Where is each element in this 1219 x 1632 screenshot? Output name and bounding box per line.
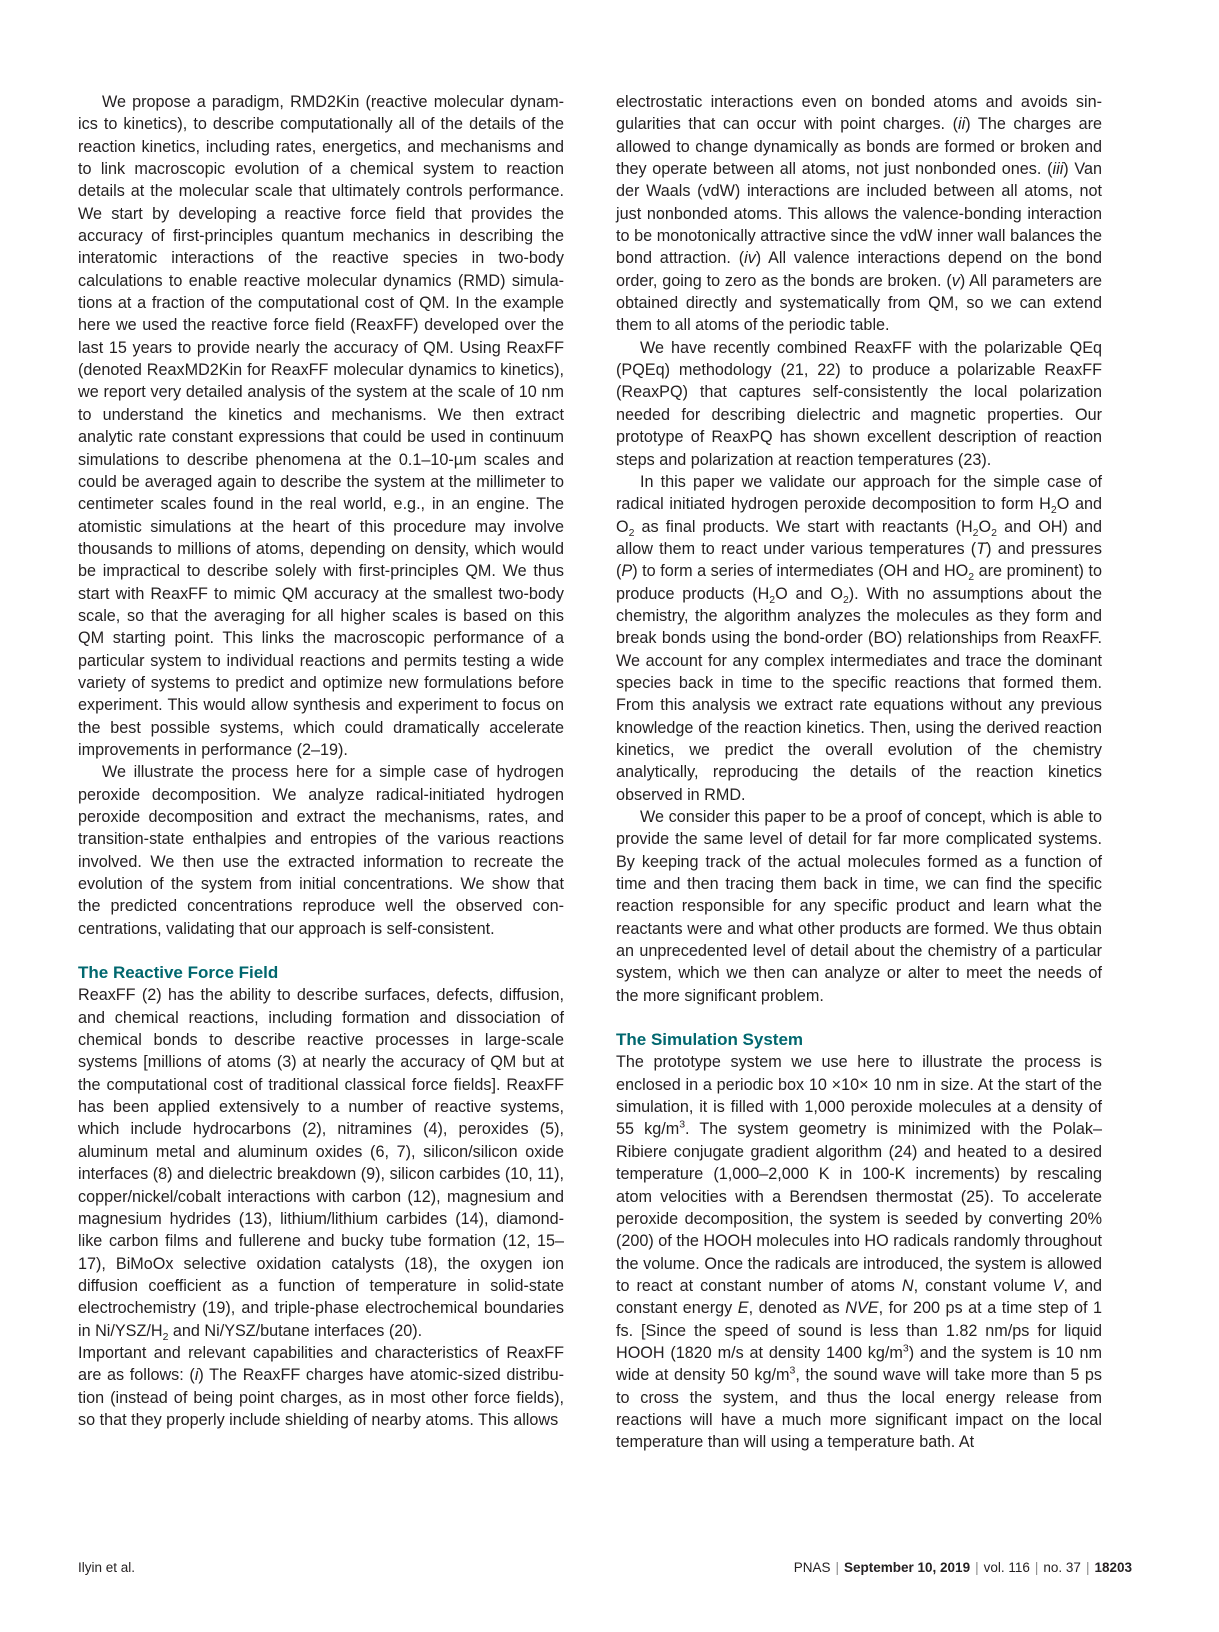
reaxff-paragraph-1: ReaxFF (2) has the ability to describe surfaces, defects, diffusion, and chemical reactions, including formation and dissociation of chemical bonds to describe reactive processes in large-scale systems [millions of atoms (3) at nearly the accuracy of QM but at the computational cost of traditional classical force fields]. ReaxFF has been applied extensively to a number of reactive systems, which include hydrocarbons (2), nitramines (4), peroxides (5), aluminum metal and aluminum oxides (6, 7), silicon/silicon oxide interfaces (8) and dielectric breakdown (9), silicon carbides (10, 11), copper/nickel/cobalt interactions with carbon (12), magnesium and magnesium hydrides (13), lithium/lithium carbides (14), diamond-like carbon films and fullerene and bucky tube formation (12, 15–17), BiMoOx selective oxidation catalysts (18), the oxygen ion diffusion coefficient as a function of temperature in solid-state electrochemistry (19), and triple-phase electrochemical boundaries in $Ni/YSZ/H_2$ and Ni/YSZ/butane interfaces (20). (78, 986, 564, 1343)
reaxpq-paragraph: We have recently combined ReaxFF with the polarizable QEq (PQEq) methodology (21, 22) to produce a polarizable ReaxFF (ReaxPQ) that captures self-consistently the local polarization needed for describing dielectric and magnetic properties. Our prototype of ReaxPQ has shown excellent description of reaction steps and polarization at reaction temperatures (23). (616, 338, 1102, 469)
capabilities-paragraph: electrostatic interactions even on bonded atoms and avoids singularities that can occur with point charges. (ii) The charges are allowed to change dynamically as bonds are formed or broken and they operate between all atoms, not just nonbonded ones. (iii) Van der Waals (vdW) interactions are included between all atoms, not just nonbonded atoms. This allows the valence-bonding interaction to be monotonically attractive since the vdW inner wall balances the bond attraction. (iv) All valence interactions depend on the bond order, going to zero as the bonds are broken. (v) All parameters are obtained directly and systematically from QM, so we can extend them to all atoms of the periodic table. (616, 93, 1103, 335)
footer-issue: no. 37 (1043, 1560, 1081, 1575)
section-gap (616, 1007, 1102, 1029)
section-heading-simulation-system: The Simulation System (616, 1030, 804, 1050)
simulation-paragraph: The prototype system we use here to illustrate the process is enclosed in a periodic box 10 ×10× 10 nm in size. At the start of the simulation, it is filled with 1,000 peroxide molecules at a density of 55 $kg/m^3$. The system geometry is minimized with the Polak–Ribiere conjugate gradient algorithm (24) and heated to a desired temperature (1,000–2,000 K in 100-K increments) by rescaling atom velocities with a Berendsen thermostat (25). To accelerate peroxide decomposition, the system is seeded by converting 20% (200) of the HOOH molecules into HO radicals randomly throughout the volume. Once the radicals are introduced, the system is allowed to react at constant number of atoms N, constant volume V, and constant energy E, denoted as NVE, for 200 ps at a time step of 1 fs. [Since the speed of sound is less than 1.82 nm/ps for liquid HOOH (1820 m/s at density 1400 $kg/m^3$) and the system is 10 nm wide at density 50 $kg/m^3$, the sound wave will take more than 5 ps to cross the system, and thus the local energy release from reactions will have a much more significant impact on the local temperature than will using a temperature bath. At (616, 1053, 1102, 1452)
footer-page-number: 18203 (1094, 1560, 1132, 1575)
footer-authors: Ilyin et al. (78, 1560, 136, 1575)
validation-paragraph: In this paper we validate our approach for the simple case of radical initiated hydrogen peroxide decomposition to form $H_2O$ and $O_2$ as final products. We start with reactants ($H_2O_2$ and OH) and allow them to react under various temperatures (T) and pressures (P) to form a series of intermediates (OH and $HO_2$ are prominent) to produce products ($H_2O$ and $O_2$). With no assumptions about the chemistry, the algorithm analyzes the molecules as they form and break bonds using the bond-order (BO) relationships from ReaxFF. We account for any complex intermediates and trace the dominant species back in time to the specific reactions that formed them. From this analysis we extract rate equations without any previous knowledge of the reaction kinetics. Then, using the derived reaction kinetics, we predict the overall evolution of the chemistry analytically, reproducing the details of the reaction kinetics observed in RMD. (616, 472, 1102, 804)
proof-of-concept-paragraph: We consider this paper to be a proof of concept, which is able to provide the same level of detail for far more complicated systems. By keeping track of the actual molecules formed as a function of time and then tracing them back in time, we can find the specific reaction responsible for any specific product and learn what the reactants were and what other products are formed. We thus obtain an unprecedented level of detail about the chemistry of a particular system, which we then can analyze or alter to meet the needs of the more significant problem. (616, 808, 1102, 1005)
footer-journal: PNAS (793, 1560, 831, 1575)
footer-date: September 10, 2019 (844, 1560, 971, 1575)
reaxff-paragraph-2: Important and relevant capabilities and characteristics of ReaxFF are as follows: (i) The ReaxFF charges have atomic-sized distribution (instead of being point charges, as in most other force fields), so that they properly include shielding of nearby atoms. This allows (78, 1343, 564, 1429)
footer-citation: PNAS | September 10, 2019 | vol. 116 | no. 37 | 18203 (793, 1560, 1132, 1575)
left-column (78, 91, 564, 1431)
section-gap (78, 940, 564, 962)
footer-volume: vol. 116 (983, 1560, 1030, 1575)
section-heading-reactive-force-field: The Reactive Force Field (78, 963, 279, 983)
right-column (616, 91, 1102, 1454)
intro-paragraph-2: We illustrate the process here for a simple case of hydrogen peroxide decomposition. We analyze radical-initiated hydrogen peroxide decomposition and extract the mechanisms, rates, and transition-state enthalpies and entropies of the various reactions involved. We then use the extracted information to recreate the evolution of the system from initial concentrations. We show that the predicted concentrations reproduce well the observed concentrations, validating that our approach is self-consistent. (78, 763, 564, 938)
intro-paragraph-1: We propose a paradigm, RMD2Kin (reactive molecular dynamics to kinetics), to describe computationally all of the details of the reaction kinetics, including rates, energetics, and mechanisms and to link macroscopic evolution of a chemical system to reaction details at the molecular scale that ultimately controls performance. We start by developing a reactive force field that provides the accuracy of first-principles quantum mechanics in describing the interatomic interactions of the reactive species in two-body calculations to enable reactive molecular dynamics (RMD) simulations at a fraction of the computational cost of QM. In the example here we used the reactive force field (ReaxFF) developed over the last 15 years to provide nearly the accuracy of QM. Using ReaxFF (denoted ReaxMD2Kin for ReaxFF molecular dynamics to kinetics), we report very detailed analysis of the system at the scale of 10 nm to understand the kinetics and mechanisms. We then extract analytic rate constant expressions that could be used in continuum simulations to describe phenomena at the 0.1–10-µm scales and could be averaged again to describe the system at the millimeter to centimeter scales found in the real world, e.g., in an engine. The atomistic simulations at the heart of this procedure may involve thousands to millions of atoms, depending on density, which would be impractical to describe solely with first-principles QM. We thus start with ReaxFF to mimic QM accuracy at the smallest two-body scale, so that the averaging for all higher scales is based on this QM starting point. This links the macroscopic performance of a particular system to individual reactions and permits testing a wide variety of systems to predict and optimize new formulations before experiment. This would allow synthesis and experiment to focus on the best possible systems, which could dramatically accelerate improvements in performance (2–19). (78, 93, 564, 759)
